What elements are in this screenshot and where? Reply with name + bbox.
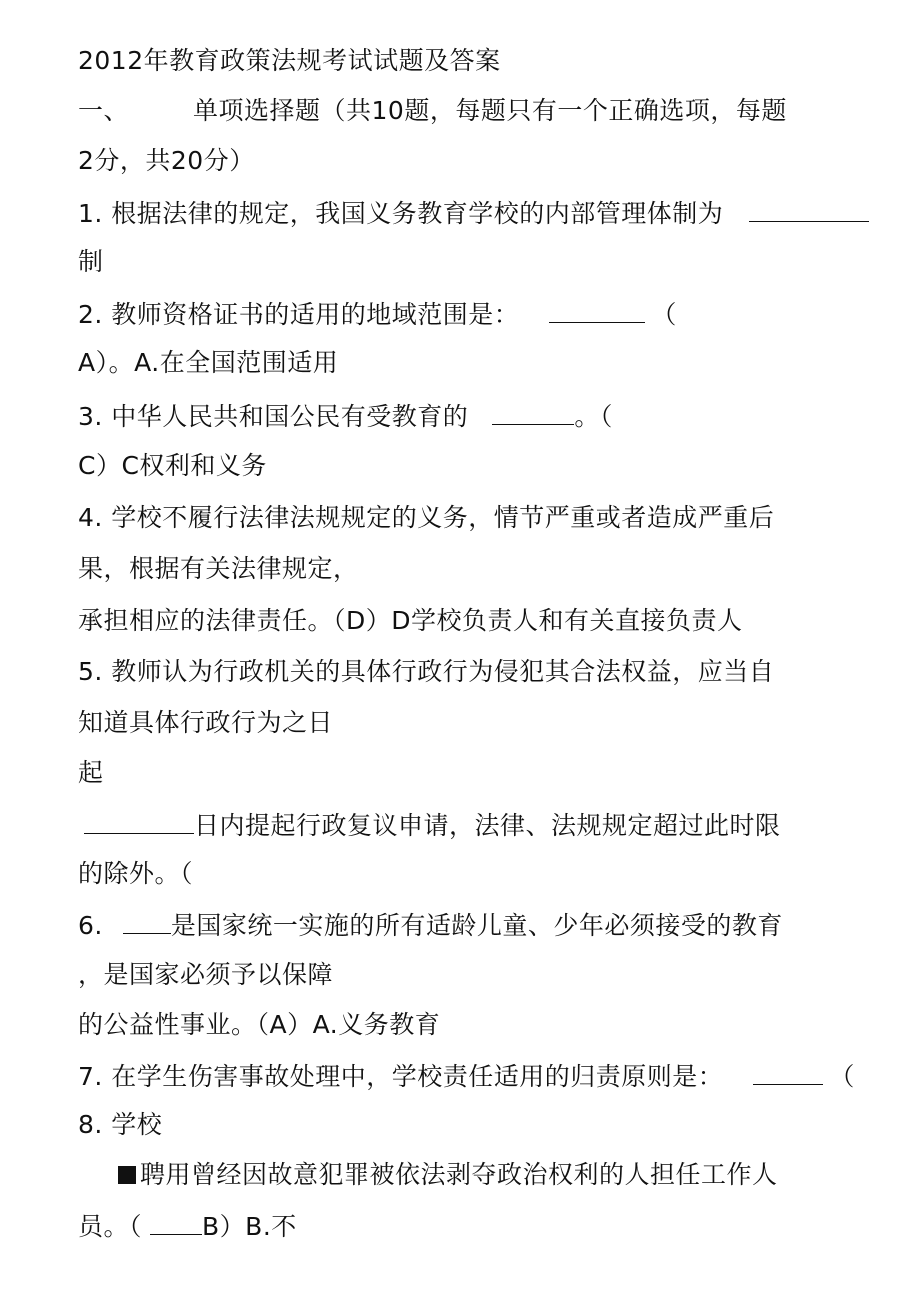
- question-6-line1: [78, 907, 783, 943]
- question-8-line3: [78, 1208, 297, 1244]
- question-4-line3: 承担相应的法律责任。（D）D学校负责人和有关直接负责人: [78, 606, 743, 635]
- black-square-icon: [118, 1166, 136, 1184]
- section-heading-line1: [78, 94, 787, 128]
- question-1-text: 1. 根据法律的规定，我国义务教育学校的内部管理体制为: [78, 199, 724, 228]
- question-8-line2-text: 聘用曾经因故意犯罪被依法剥夺政治权利的人担任工作人: [140, 1160, 778, 1189]
- question-4-line1: 4. 学校不履行法律法规规定的义务，情节严重或者造成严重后: [78, 503, 775, 532]
- question-3-answer: C）C权利和义务: [78, 451, 267, 480]
- answer-blank: [749, 195, 869, 222]
- question-5-line4: [78, 807, 781, 843]
- question-1-tail: 制: [78, 247, 104, 276]
- question-5-line3: 起: [78, 758, 104, 787]
- answer-blank: [753, 1058, 823, 1085]
- question-5-line4-text: 日内提起行政复议申请，法律、法规规定超过此时限: [194, 811, 781, 840]
- question-7: [78, 1058, 855, 1094]
- question-4-line2: 果，根据有关法律规定，: [78, 554, 359, 583]
- section-heading-line2: 2分，共20分）: [78, 146, 255, 175]
- question-6-line2: ，是国家必须予以保障: [78, 960, 334, 989]
- section-heading-text: 单项选择题（共10题，每题只有一个正确选项，每题: [193, 96, 787, 125]
- question-3: [78, 398, 613, 434]
- question-2-open: （: [651, 300, 677, 329]
- question-6-line1-text: 是国家统一实施的所有适龄儿童、少年必须接受的教育: [170, 911, 783, 940]
- answer-blank: [150, 1208, 202, 1235]
- question-2-text: 2. 教师资格证书的适用的地域范围是：: [78, 300, 520, 329]
- answer-blank: [84, 807, 194, 834]
- question-7-after: （: [829, 1062, 855, 1091]
- question-8-line2: [118, 1158, 778, 1192]
- question-7-text: 7. 在学生伤害事故处理中，学校责任适用的归责原则是：: [78, 1062, 724, 1091]
- question-3-after: 。（: [574, 402, 613, 431]
- question-2-answer: A）。A.在全国范围适用: [78, 348, 339, 377]
- answer-blank: [549, 296, 645, 323]
- answer-blank: [123, 907, 171, 934]
- section-number: 一、: [78, 96, 130, 125]
- question-5-line1: 5. 教师认为行政机关的具体行政行为侵犯其合法权益，应当自: [78, 657, 775, 686]
- question-5-line2: 知道具体行政行为之日: [78, 708, 334, 737]
- question-5-line5: 的除外。（: [78, 859, 194, 888]
- doc-title: 2012年教育政策法规考试试题及答案: [78, 46, 501, 75]
- question-3-text: 3. 中华人民共和国公民有受教育的: [78, 402, 469, 431]
- question-6-line3: 的公益性事业。（A）A.义务教育: [78, 1010, 441, 1039]
- question-8-line1: 8. 学校: [78, 1110, 163, 1139]
- question-2: [78, 296, 677, 332]
- question-8-line3a: 员。（: [78, 1212, 143, 1241]
- answer-blank: [492, 398, 574, 425]
- question-6-number: 6.: [78, 911, 103, 940]
- question-1: [78, 195, 869, 231]
- question-8-line3b: B）B.不: [202, 1212, 297, 1241]
